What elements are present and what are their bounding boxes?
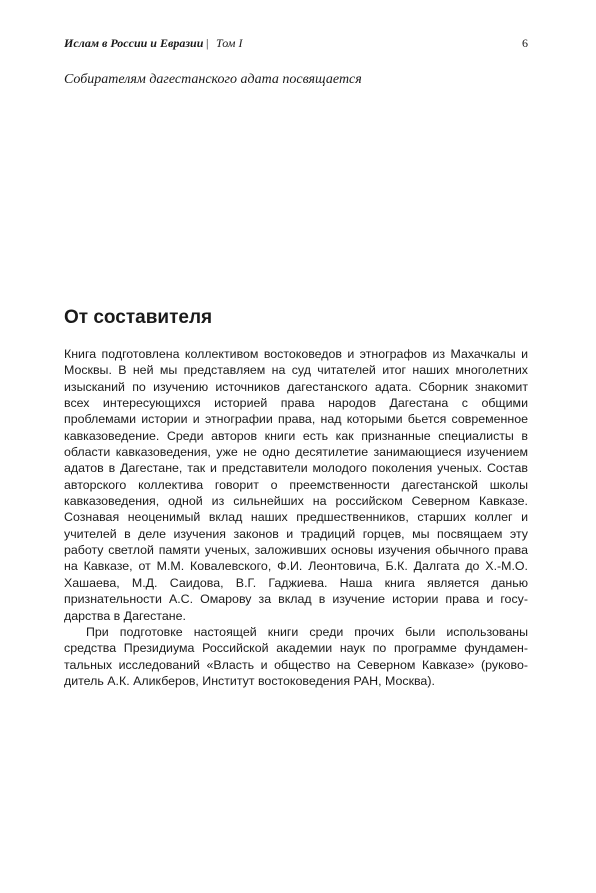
dedication: Собирателям дагестанского адата посвящается [64, 72, 362, 87]
paragraph: При подготовке настоящей книги среди прочих были использованы средства Президиума Российской академии наук по программе фундаментальных исследований «Власть и общество на Северном Кавказе» (руководитель А.К. Аликберов, Институт востоковедения РАН, Москва). [64, 624, 528, 688]
volume-label: Том I [216, 36, 243, 50]
running-header [64, 36, 528, 56]
header-separator: | [206, 36, 209, 50]
page-number: 6 [522, 36, 528, 50]
section-title: От составителя [64, 307, 213, 328]
body-text [64, 346, 528, 689]
paragraph: Книга подготовлена коллективом востоковедов и этнографов из Махачкалы и Москвы. В ней мы представляем на суд читателей итог наших многолетних изысканий по изучению источников дагестанского адата. Сборник знакомит всех интересующихся историей права народов Дагестана с общими проблемами истории и этнографии права, над которыми бьется современное кавказоведение. Среди авторов книги есть как признанные специалисты в области кавказоведения, уже не одно десятилетие занимающиеся изучением адатов в Дагестане, так и представители молодого поколения ученых. Состав авторского коллектива говорит о преемственности дагестанской школы кавказоведения, одной из сильнейших на российском Северном Кавказе. Сознавая неоценимый вклад наших предшественников, старших коллег и учителей в деле изучения законов и традиций горцев, мы посвящаем эту работу светлой памяти ученых, заложивших основы изучения обычного права на Кавказе, от М.М. Ковалевского, Ф.И. Леонтовича, Б.К. Далгата до Х.-М.О. Хашаева, М.Д. Саидова, В.Г. Гаджиева. Наша книга является данью признательности А.С. Омарову за вклад в изучение истории права и государства в Дагестане. [64, 347, 528, 623]
series-title: Ислам в России и Евразии [64, 36, 204, 50]
